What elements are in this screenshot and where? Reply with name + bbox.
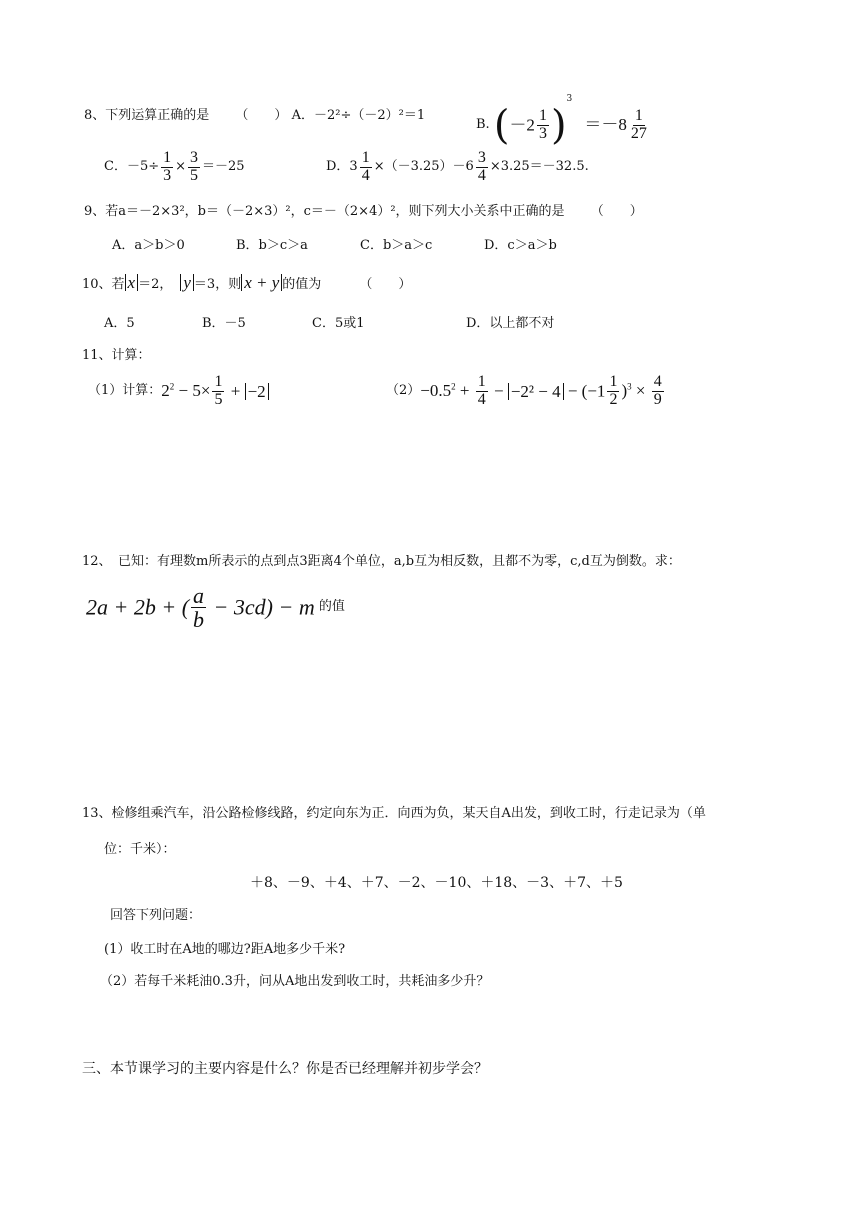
q13-sub2: （2）若每千米耗油0.3升，问从A地出发到收工时，共耗油多少升？ xyxy=(100,974,490,989)
q8-option-d: D．3 $\frac{1}{4}$ ×（－3.25）－6 $\frac{3}{4}$ ×3.25＝－32.5. xyxy=(326,149,589,184)
q8-option-c: C．－5÷ $\frac{1}{3}$ × $\frac{3}{5}$ ＝－25 xyxy=(104,149,245,184)
q8-b-frac: $\frac{1}{3}$ xyxy=(538,107,547,142)
q13-stem: 13、检修组乘汽车，沿公路检修线路，约定向东为正．向西为负，某天自A出发，到收工时，行走记录为（单 xyxy=(82,806,706,821)
q8-option-b: B. (－2 $\frac{1}{3}$ )$^3$ ＝－8 $\frac{1}{27}$ xyxy=(476,94,647,149)
q9-option-b: B．b＞c＞a xyxy=(236,238,308,253)
q8-line1 xyxy=(84,108,425,125)
q10-blank: （ ） xyxy=(359,277,412,292)
q10-option-b: B．－5 xyxy=(202,316,246,331)
q10-option-c: C．5或1 xyxy=(312,316,365,331)
q10-option-a: A．5 xyxy=(104,316,135,331)
q13-sub1: (1）收工时在A地的哪边?距A地多少千米? xyxy=(104,942,346,957)
q9-blank: （ ） xyxy=(590,204,643,219)
q13-stem-cont: 位：千米）： xyxy=(104,842,176,857)
q9-option-c: C．b＞a＞c xyxy=(360,238,433,253)
q12-stem: 12、 已知：有理数m所表示的点到点3距离4个单位，a,b互为相反数，且都不为零，c,d互为倒数。求： xyxy=(82,554,681,569)
q8-b-rhs-frac: $\frac{1}{27}$ xyxy=(630,107,647,142)
q11-part2: $(2)-0.5^2$ + $\frac{1}{4}$ − −2² − 4 − (−1 $\frac{1}{2}$ )$^3$ × $\frac{4}{9}$ xyxy=(386,373,662,408)
q11-part1: （1）计算：$2^2 - 5\times$ $\frac{1}{5}$ + −2 xyxy=(88,374,269,409)
q8-stem: 8、下列运算正确的是 xyxy=(84,108,210,123)
q11-stem: 11、计算： xyxy=(82,348,151,363)
q9-option-a: A．a＞b＞0 xyxy=(112,238,185,253)
q12-expression: 2a + 2b + ( $\frac{a}{b}$ − 3cd) − m 的值 xyxy=(86,583,345,633)
q10-stem: 10、若 x ＝2， y ＝3，则 x + y 的值为 （ ） xyxy=(82,273,412,292)
section-3: 三、本节课学习的主要内容是什么？你是否已经理解并初步学会？ xyxy=(82,1061,488,1077)
q8-option-a: A．－2²÷（－2）²＝1 xyxy=(291,108,426,123)
q13-prompt: 回答下列问题： xyxy=(110,908,202,923)
q8-blank: （ ） xyxy=(235,108,288,123)
q9-stem: 9、若a＝－2×3²，b＝（－2×3）²，c＝－（2×4）²，则下列大小关系中正确的是 （ ） xyxy=(84,204,643,219)
q10-option-d: D．以上都不对 xyxy=(466,316,555,331)
q13-record: ＋8、－9、＋4、＋7、－2、－10、＋18、－3、＋7、＋5 xyxy=(250,875,623,891)
q9-option-d: D．c＞a＞b xyxy=(484,238,557,253)
